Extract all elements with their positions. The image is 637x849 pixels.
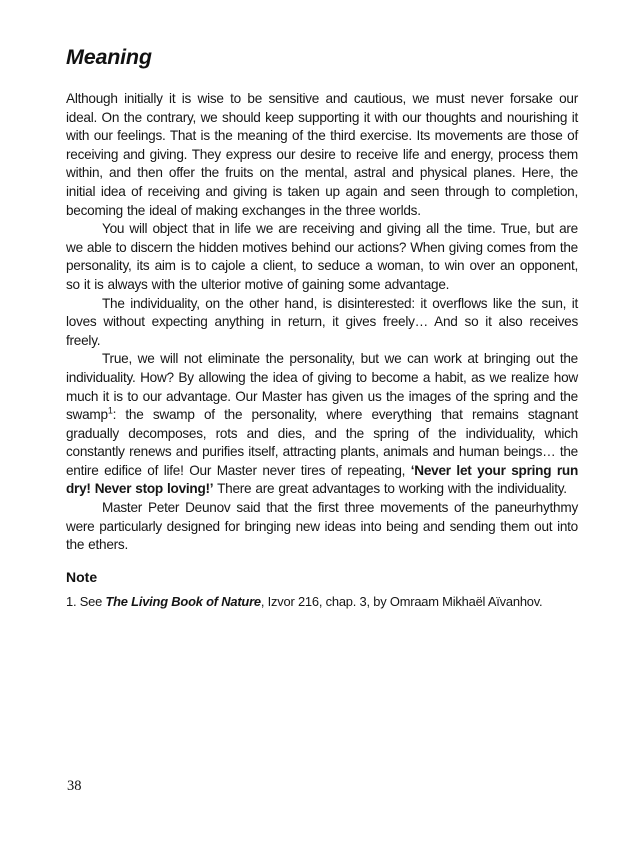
page-content	[66, 44, 578, 610]
page-number: 38	[67, 778, 82, 794]
note-text-end: , Izvor 216, chap. 3, by Omraam Mikhaël Aïvanhov.	[260, 593, 543, 609]
paragraph-3: The individuality, on the other hand, is disinterested: it overflows like the sun, it loves without expecting anything in return, it gives freely… And so it also receives freely.	[66, 295, 578, 348]
paragraph-4	[66, 350, 578, 499]
paragraph-4-text-start: True, we will not eliminate the personality, but we can work at bringing out the individuality. How? By allowing the idea of giving to become a habit, as we realize how much it is to our advantage. Our Master has given us the images of the spring and the swamp	[66, 351, 578, 423]
paragraph-2: You will object that in life we are receiving and giving all the time. True, but are we able to discern the hidden motives behind our actions? When giving comes from the personality, its aim is to cajole a client, to seduce a woman, to win over an opponent, so it is always with the ulterior motive of gaining some advantage.	[66, 221, 578, 292]
note-heading: Note	[66, 568, 98, 585]
body-text	[66, 90, 578, 555]
note-section	[66, 569, 578, 610]
section-title: Meaning	[66, 45, 152, 69]
paragraph-4-text-middle: : the swamp of the personality, where everything that remains stagnant gradually decomposes, rots and dies, and the spring of the individuality, which constantly renews and purifies itself, attracting plants, animals and human beings… the entire edifice of life! Our Master never tires of repeating,	[66, 407, 578, 478]
note-item	[66, 593, 578, 610]
footnote-marker: 1	[107, 405, 113, 416]
note-text-start: 1. See	[66, 593, 106, 609]
book-title: The Living Book of Nature	[105, 593, 261, 609]
paragraph-5: Master Peter Deunov said that the first three movements of the paneurhythmy were particularly designed for bringing new ideas into being and sending them out into the ethers.	[66, 500, 578, 553]
emphasized-quote: ‘Never let your spring run dry! Never stop loving!’	[66, 462, 578, 497]
paragraph-4-text-end: There are great advantages to working with the individuality.	[213, 481, 567, 497]
paragraph-1: Although initially it is wise to be sensitive and cautious, we must never forsake our ideal. On the contrary, we should keep supporting it with our thoughts and nourishing it with our feelings. That is the meaning of the third exercise. Its movements are those of receiving and giving. They express our desire to receive life and energy, process them within, and then offer the fruits on the mental, astral and physical planes. Here, the initial idea of receiving and giving is taken up again and seen through to completion, becoming the ideal of making exchanges in the three worlds.	[66, 91, 578, 218]
